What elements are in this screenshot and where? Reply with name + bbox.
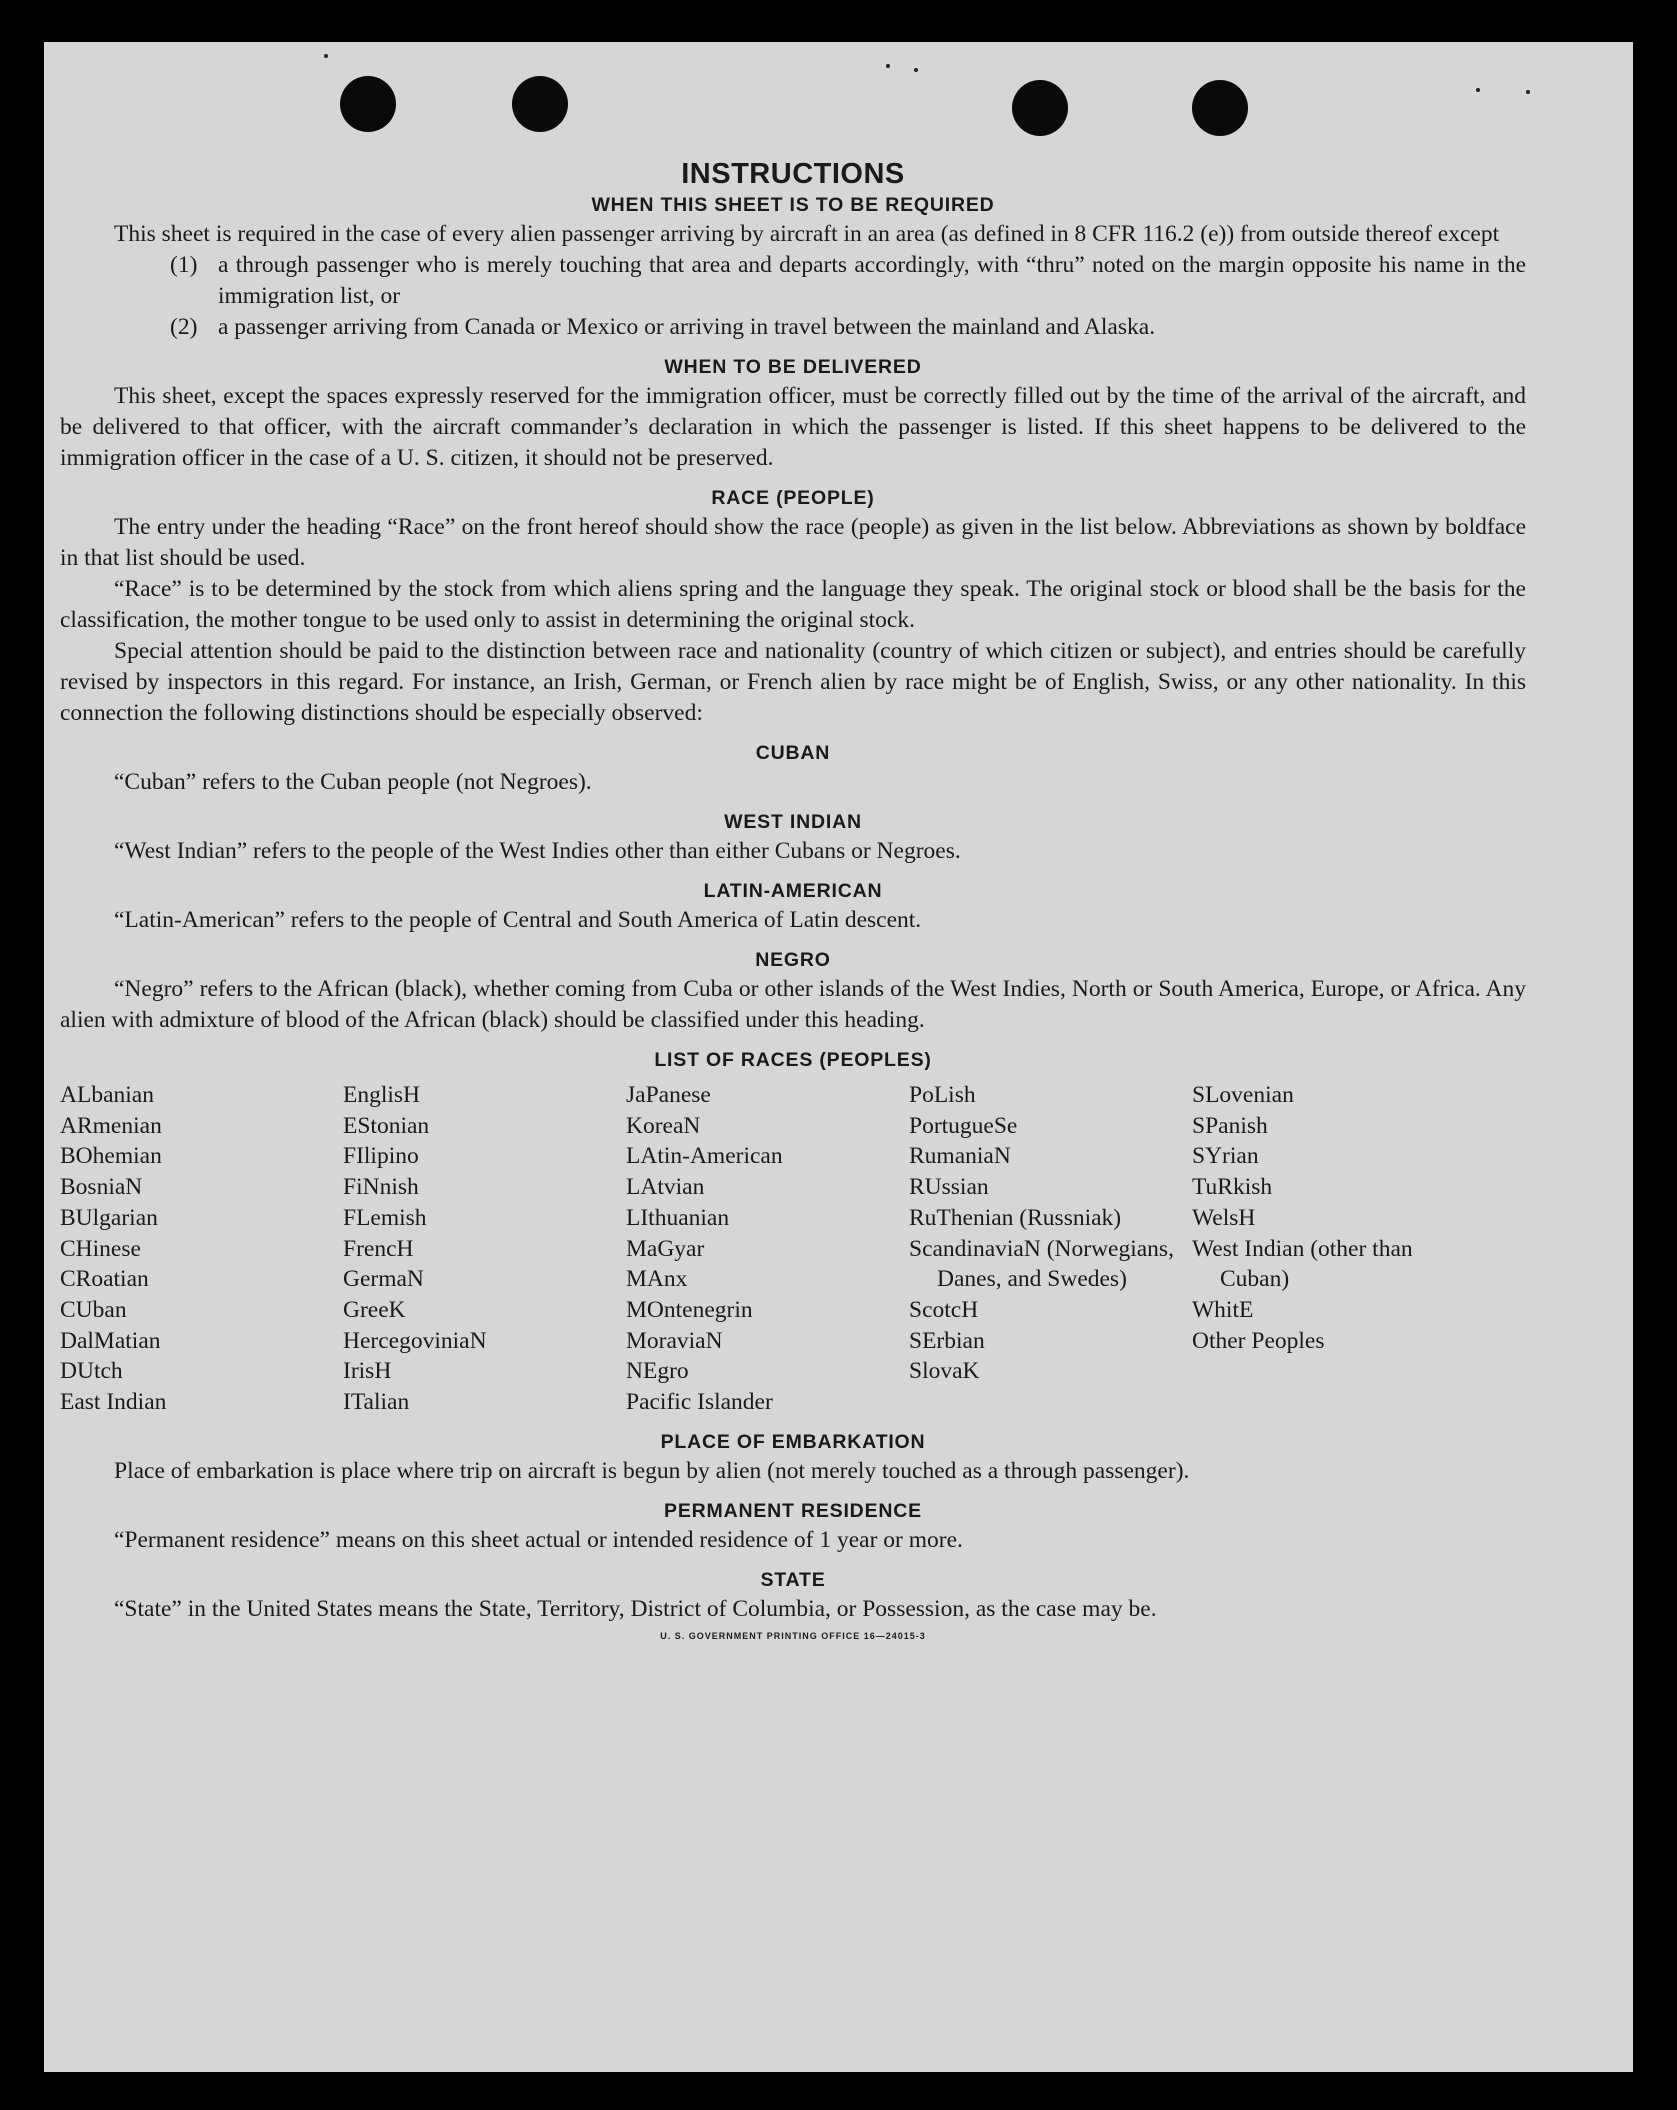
paragraph: Place of embarkation is place where trip on aircraft is begun by alien (not merely touched as a through passenger). [114,1457,1190,1484]
race-item: WhitE [1192,1296,1254,1323]
race-item: SPanish [1192,1112,1268,1139]
race-item: SYrian [1192,1143,1259,1170]
section-heading: PLACE OF EMBARKATION [660,1430,926,1453]
race-item: ScotcH [909,1296,979,1323]
race-item: ALbanian [60,1082,154,1108]
race-item: Other Peoples [1192,1327,1325,1354]
speck [886,64,890,68]
race-item: GreeK [343,1296,406,1323]
race-item: KoreaN [626,1112,701,1139]
paragraph: This sheet is required in the case of every alien passenger arriving by aircraft in an area (as defined in 8 CFR 116.2 (e)) from outside thereof except [114,221,1500,247]
race-item: ScandinaviaN (Norwegians, Danes, and Swedes) [909,1235,1174,1293]
section-heading: CUBAN [755,742,831,764]
section-heading: WHEN THIS SHEET IS TO BE REQUIRED [591,194,995,216]
race-item: BosniaN [60,1174,143,1201]
race-item: FIlipino [343,1143,419,1170]
speck [1526,90,1530,94]
race-item: EnglisH [343,1082,421,1108]
race-item: LAtin-American [626,1143,783,1170]
races-column [343,1080,626,1418]
section-heading: WHEN TO BE DELIVERED [664,356,922,378]
paragraph: “Permanent residence” means on this sheet actual or intended residence of 1 year or more. [114,1526,963,1553]
race-item: DalMatian [60,1327,161,1354]
race-item: SErbian [909,1327,985,1354]
race-item: BOhemian [60,1143,162,1170]
race-item: FiNnish [343,1174,419,1201]
document-page [44,42,1633,2072]
paragraph: “Cuban” refers to the Cuban people (not Negroes). [114,769,592,795]
paragraph: Special attention should be paid to the distinction between race and nationality (country of which citizen or subject), and entries should be carefully revised by inspectors in this regard. For instance, an Irish, German, or French alien by race might be of English, Swiss, or any other nationality. In this connection the following distinctions should be especially observed: [60,638,1526,726]
race-item: HercegoviniaN [343,1327,487,1354]
section-heading: LATIN-AMERICAN [703,880,883,902]
race-item: WelsH [1192,1204,1256,1231]
section-heading: RACE (PEOPLE) [711,487,875,509]
paragraph: This sheet, except the spaces expressly reserved for the immigration officer, must be correctly filled out by the time of the arrival of the aircraft, and be delivered to that officer, with the aircraft commander’s declaration in which the passenger is listed. If this sheet happens to be delivered to the immigration officer in the case of a U. S. citizen, it should not be preserved. [60,383,1526,471]
section-heading: LIST OF RACES (PEOPLES) [654,1049,932,1071]
race-item: CUban [60,1296,127,1323]
race-item: RUssian [909,1174,989,1201]
race-item: IrisH [343,1358,392,1385]
race-item: RuThenian (Russniak) [909,1204,1122,1231]
race-item: LAtvian [626,1174,705,1201]
race-item: RumaniaN [909,1143,1011,1170]
page-title: INSTRUCTIONS [681,158,905,190]
exception-list [170,250,1526,343]
paragraph: “West Indian” refers to the people of the West Indies other than either Cubans or Negroes. [114,838,961,864]
races-list [60,1080,1526,1418]
race-item: MaGyar [626,1235,705,1262]
speck [324,54,328,58]
section-heading: WEST INDIAN [724,811,862,833]
list-number: (2) [170,314,198,340]
paragraph: The entry under the heading “Race” on the front hereof should show the race (people) as given in the list below. Abbreviations as shown by boldface in that list should be used. [60,514,1526,571]
race-item: West Indian (other than Cuban) [1192,1235,1413,1293]
paragraph: “State” in the United States means the State, Territory, District of Columbia, or Possession, as the case may be. [114,1595,1157,1622]
races-column [626,1080,909,1418]
race-item: PortugueSe [909,1112,1018,1139]
race-item: TuRkish [1192,1174,1273,1201]
speck [914,68,918,72]
section-heading: STATE [760,1568,826,1591]
list-item [170,250,1526,312]
race-item: DUtch [60,1358,123,1385]
race-item: ARmenian [60,1112,162,1139]
race-item: MOntenegrin [626,1296,753,1323]
races-column [60,1080,343,1418]
race-item: NEgro [626,1358,689,1385]
races-column [1192,1080,1475,1418]
section-heading: PERMANENT RESIDENCE [664,1499,922,1522]
race-item: PoLish [909,1082,976,1108]
paragraph: “Race” is to be determined by the stock from which aliens spring and the language they speak. The original stock or blood shall be the basis for the classification, the mother tongue to be used only to assist in determining the original stock. [60,576,1526,633]
race-item: FrencH [343,1235,414,1262]
printer-imprint: U. S. GOVERNMENT PRINTING OFFICE 16—24015-3 [660,1630,926,1641]
paragraph: “Negro” refers to the African (black), whether coming from Cuba or other islands of the West Indies, North or South America, Europe, or Africa. Any alien with admixture of blood of the African (black) should be classified under this heading. [60,976,1526,1033]
race-item: EStonian [343,1112,430,1139]
section-heading: NEGRO [755,949,831,971]
race-item: FLemish [343,1204,427,1231]
list-number: (1) [170,252,198,278]
list-text: a passenger arriving from Canada or Mexico or arriving in travel between the mainland and Alaska. [218,314,1156,340]
race-item: ITalian [343,1389,410,1416]
race-item: MAnx [626,1266,688,1293]
race-item: GermaN [343,1266,424,1293]
race-item: BUlgarian [60,1204,158,1231]
race-item: East Indian [60,1389,167,1416]
list-text: a through passenger who is merely touching that area and departs accordingly, with “thru” noted on the margin opposite his name in the immigration list, or [218,252,1526,309]
race-item: CRoatian [60,1266,149,1293]
race-item: MoraviaN [626,1327,723,1354]
list-item [170,312,1526,343]
race-item: Pacific Islander [626,1389,773,1416]
race-item: CHinese [60,1235,141,1262]
paragraph: “Latin-American” refers to the people of Central and South America of Latin descent. [114,907,922,933]
race-item: SlovaK [909,1358,980,1385]
races-column [909,1080,1192,1418]
race-item: SLovenian [1192,1082,1294,1108]
speck [1476,88,1480,92]
race-item: LIthuanian [626,1204,730,1231]
race-item: JaPanese [626,1082,711,1108]
